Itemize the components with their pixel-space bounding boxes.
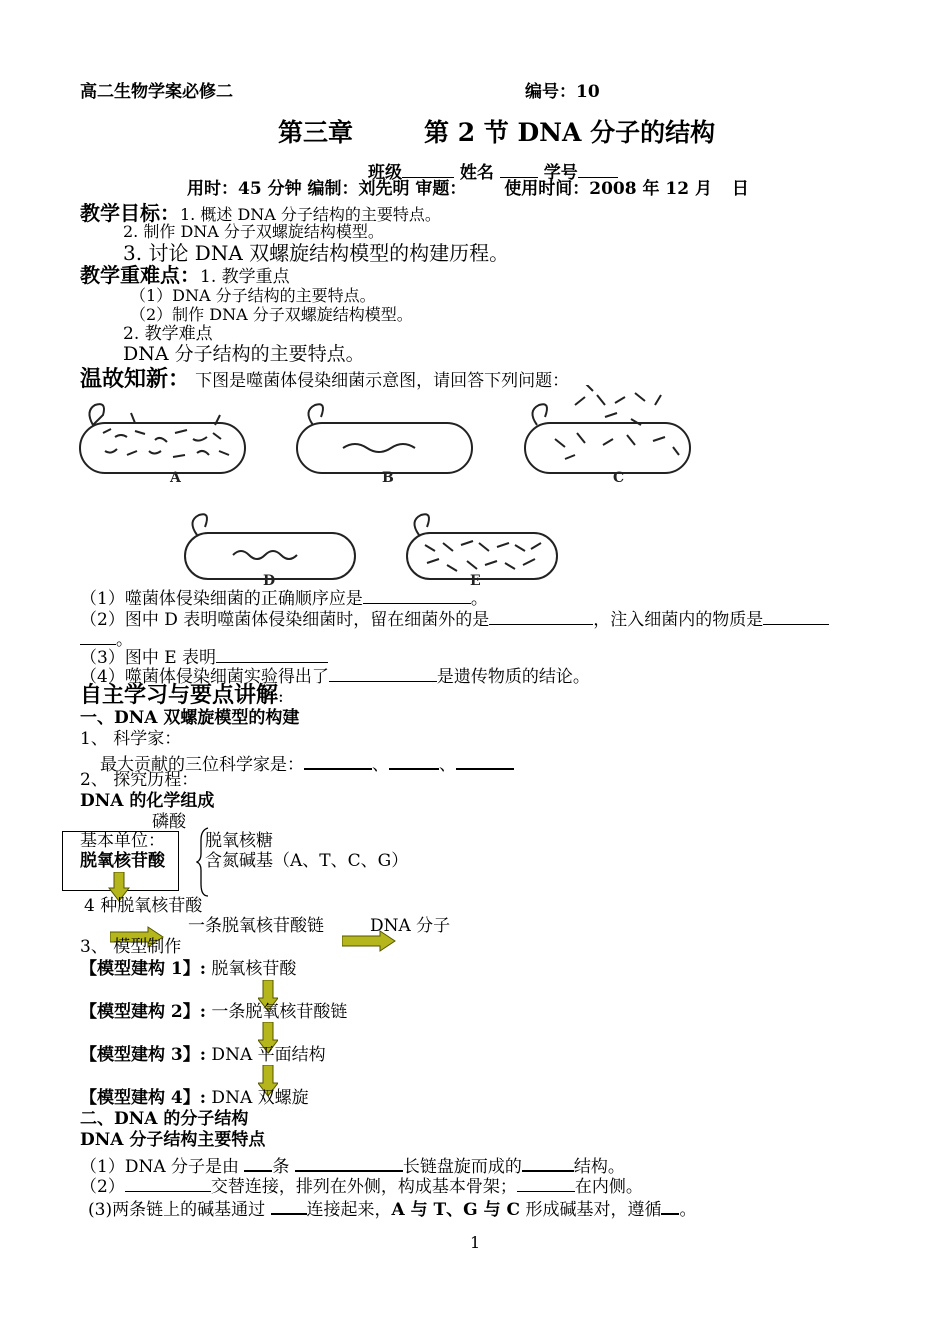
keypoints-label: 教学重难点： (80, 263, 200, 287)
section-title: 第 2 节 DNA 分子的结构 (424, 118, 716, 147)
goal-item-2: 2. 制作 DNA 分子双螺旋结构模型。 (123, 222, 384, 241)
part2-heading: 二、DNA 的分子结构 (80, 1109, 249, 1129)
number-blank[interactable] (578, 160, 618, 178)
name-blank[interactable] (500, 160, 538, 178)
figure-label-d: D (263, 573, 276, 585)
keypoints-line1 (80, 265, 290, 286)
f2-blank-2[interactable] (517, 1174, 575, 1192)
scientist-blank-1[interactable] (304, 751, 372, 770)
meta-review: 审题： (415, 179, 467, 199)
composition-title: DNA 的化学组成 (80, 791, 215, 811)
four-nucleotides-label: 4 种脱氧核苷酸 (84, 896, 203, 916)
basic-unit-label: 基本单位： (80, 831, 165, 851)
model-step-4: 【模型建构 4】: DNA 双螺旋 (80, 1088, 309, 1108)
model-heading: 3、 模型制作 (80, 937, 182, 957)
q2-blank-2[interactable] (763, 607, 829, 625)
features-title: DNA 分子结构主要特点 (80, 1130, 266, 1150)
f1-blank-2[interactable] (295, 1153, 403, 1172)
figure-cell-c (525, 385, 690, 473)
page-number: 1 (470, 1233, 481, 1252)
goals-label: 教学目标： (80, 201, 180, 225)
model-step-3: 【模型建构 3】: DNA 平面结构 (80, 1045, 326, 1065)
goal-item-1: 1. 概述 DNA 分子结构的主要特点。 (180, 205, 441, 224)
scientists-heading: 1、 科学家： (80, 729, 182, 749)
nucleotide-label: 脱氧核苷酸 (80, 851, 165, 871)
keypoint-item-1: （1）DNA 分子结构的主要特点。 (130, 286, 376, 305)
goals-line1 (80, 203, 441, 223)
q1-blank[interactable] (363, 586, 471, 604)
figure-cell-b (297, 404, 472, 473)
feature-2: （2） 交替连接，排列在外侧，构成基本骨架； 在内侧。 (80, 1174, 643, 1196)
q2-blank-1[interactable] (489, 607, 593, 625)
figure-cell-a (80, 404, 245, 473)
model-step-1: 【模型建构 1】: 脱氧核苷酸 (80, 959, 297, 979)
header-left: 高二生物学案必修二 (80, 82, 233, 102)
chapter-title: 第三章 (278, 118, 354, 147)
review-prompt: 下图是噬菌体侵染细菌示意图，请回答下列问题： (195, 371, 570, 391)
question-2-cont: 。 (80, 627, 133, 649)
question-3: （3）图中 E 表明 (80, 645, 328, 667)
one-chain-label: 一条脱氧核苷酸链 (188, 916, 324, 936)
f1-blank-3[interactable] (522, 1153, 574, 1172)
selfstudy-heading: 自主学习与要点讲解: (80, 682, 284, 708)
deoxyribose-label: 脱氧核糖 (205, 831, 273, 851)
question-2: （2）图中 D 表明噬菌体侵染细菌时，留在细菌外的是 ，注入细菌内的物质是 (80, 607, 829, 629)
meta-date: 使用时间：2008 年 12 月 (504, 179, 712, 199)
review-label: 温故知新： (80, 366, 191, 392)
figure-cell-e (407, 514, 557, 579)
scientist-blank-3[interactable] (456, 751, 514, 770)
phosphate-label: 磷酸 (152, 812, 186, 832)
keypoints-difficulty: DNA 分子结构的主要特点。 (123, 343, 365, 365)
scientist-blank-2[interactable] (389, 751, 439, 770)
question-4: （4）噬菌体侵染细菌实验得出了 是遗传物质的结论。 (80, 664, 590, 686)
keypoints-heading2: 2. 教学难点 (123, 324, 213, 344)
keypoints-heading1: 1. 教学重点 (200, 267, 290, 287)
figure-label-b: B (382, 470, 394, 486)
name-label: 姓名 (459, 163, 494, 183)
number-label: 学号 (543, 163, 578, 183)
class-label: 班级 (368, 163, 402, 183)
phage-infection-figure (75, 385, 715, 585)
meta-time: 用时：45 分钟 (187, 179, 302, 199)
model-step-2: 【模型建构 2】: 一条脱氧核苷酸链 (80, 1002, 348, 1022)
feature-3: (3)两条链上的碱基通过 连接起来，A 与 T、G 与 C 形成碱基对，遵循 。 (88, 1196, 696, 1219)
q3-blank[interactable] (216, 645, 328, 663)
meta-day: 日 (731, 179, 749, 199)
part1-heading: 一、DNA 双螺旋模型的构建 (80, 708, 300, 728)
goal-item-3: 3. 讨论 DNA 双螺旋结构模型的构建历程。 (123, 241, 510, 265)
f1-blank-1[interactable] (244, 1153, 272, 1172)
f3-blank-1[interactable] (271, 1196, 307, 1215)
scientists-line: 最大贡献的三位科学家是： 、 、 (100, 751, 514, 774)
f3-blank-2[interactable] (661, 1196, 679, 1215)
class-blank[interactable] (402, 160, 454, 178)
question-1: （1）噬菌体侵染细菌的正确顺序应是 。 (80, 586, 488, 608)
figure-label-a: A (170, 470, 181, 486)
dna-molecule-label: DNA 分子 (370, 916, 451, 936)
history-heading: 2、 探究历程： (80, 770, 199, 790)
q4-blank[interactable] (329, 664, 437, 682)
f2-blank-1[interactable] (125, 1174, 211, 1192)
figure-label-c: C (613, 470, 625, 486)
feature-1: （1）DNA 分子是由 条 长链盘旋而成的 结构。 (80, 1153, 625, 1176)
q2-blank-3[interactable] (80, 627, 116, 645)
figure-cell-d (185, 514, 355, 579)
bases-label: 含氮碱基（A、T、C、G） (205, 851, 409, 871)
meta-editor: 编制：刘先明 (307, 179, 410, 199)
header-right: 编号：10 (525, 82, 600, 102)
figure-label-e: E (470, 573, 481, 585)
keypoint-item-2: （2）制作 DNA 分子双螺旋结构模型。 (130, 305, 413, 324)
meta-line (187, 181, 749, 198)
